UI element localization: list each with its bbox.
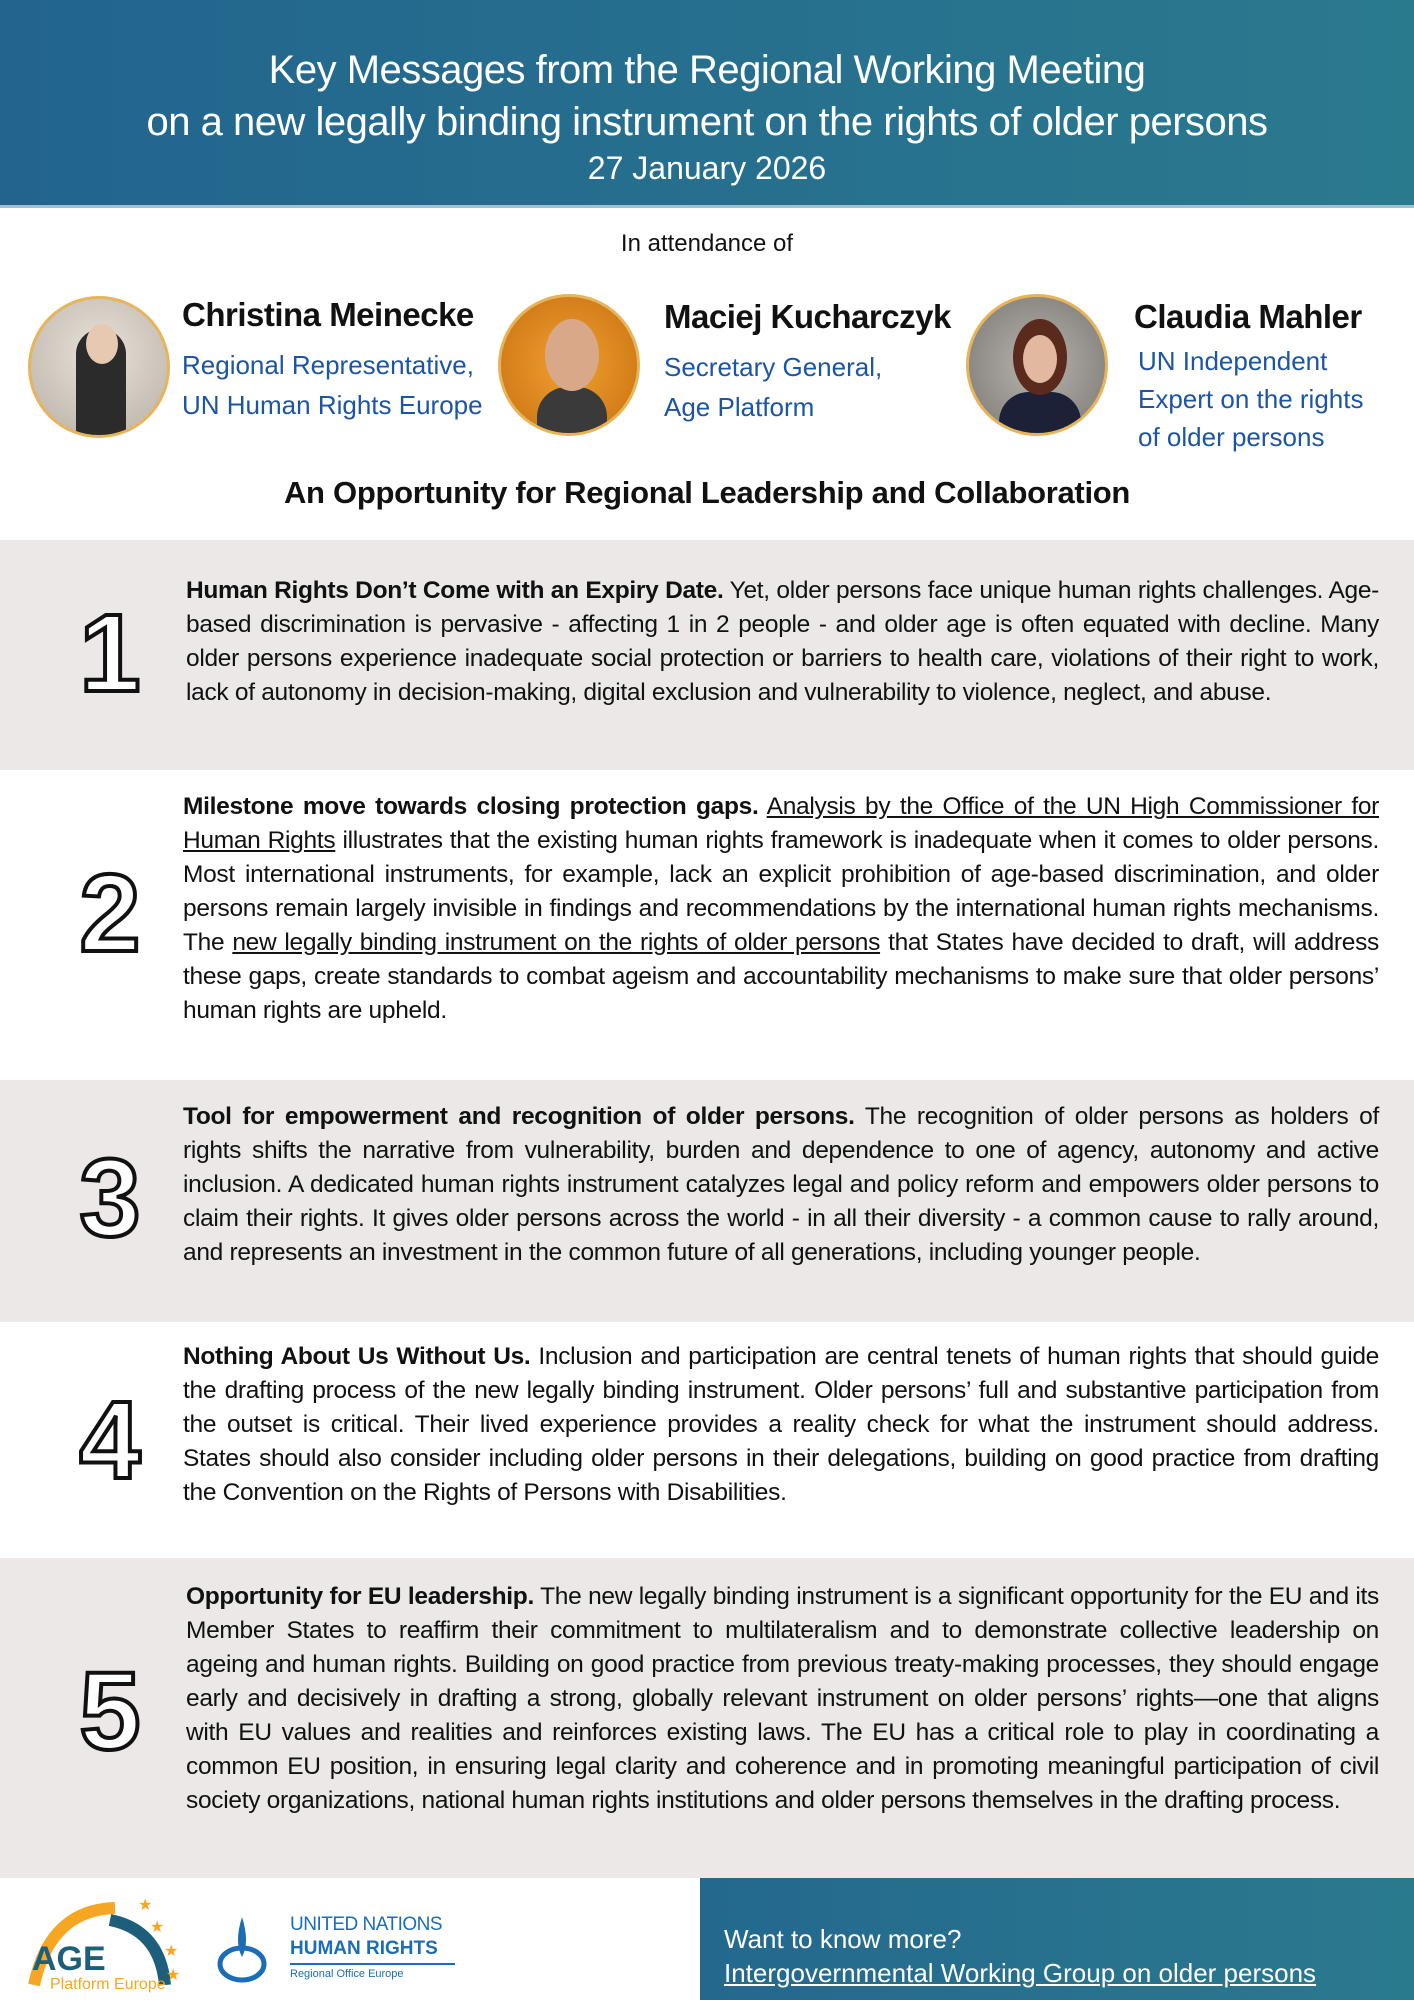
message-title: Milestone move towards closing protection gaps.: [183, 793, 759, 820]
intergovernmental-working-group-link[interactable]: Intergovernmental Working Group on older persons: [724, 1958, 1317, 1988]
ohchr-analysis-link[interactable]: Analysis by the Office of the UN High Commissioner for Human Rights: [183, 793, 1380, 854]
svg-text:★: ★: [138, 1897, 153, 1914]
attendee-name: Christina Meinecke: [182, 296, 474, 333]
un-logo-line1: UNITED NATIONS: [290, 1914, 443, 1935]
message-body: Inclusion and participation are central tenets of human rights that should guide the drafting process of the new legally binding instrument. Older persons’ full and substantive participation from the outset is critical. Their lived experience provides a reality check for what the instrument should address. States should also consider including older persons in their delegations, building on good practice from drafting the Convention on the Rights of Persons with Disabilities.: [183, 1343, 1379, 1506]
message-number: 3: [79, 1137, 141, 1260]
want-to-know-more: Want to know more?: [724, 1924, 962, 1954]
attendee-role: Age Platform: [664, 392, 815, 422]
age-logo-subtext: Platform Europe: [50, 1976, 166, 1993]
title-line-2: on a new legally binding instrument on the rights of older persons: [146, 100, 1268, 144]
message-3: [0, 1080, 1414, 1322]
svg-text:★: ★: [164, 1943, 179, 1960]
svg-text:★: ★: [150, 1919, 165, 1936]
un-logo-line3: Regional Office Europe: [290, 1968, 404, 1980]
age-logo-text: AGE: [32, 1940, 106, 1978]
message-number: 5: [79, 1650, 141, 1773]
attendee-role: Regional Representative,: [182, 350, 474, 380]
attendance-label: In attendance of: [620, 230, 794, 257]
message-number: 2: [79, 852, 141, 975]
age-platform-logo: [20, 1890, 190, 1995]
title-line-1: Key Messages from the Regional Working Meeting: [268, 48, 1146, 92]
attendee-photo: [28, 296, 170, 438]
message-4: [0, 1322, 1414, 1558]
attendee-role: of older persons: [1138, 422, 1325, 452]
message-body: illustrates that the existing human rights framework is inadequate when it comes to older persons. Most international instruments, for example, lack an explicit prohibition of age-based discrimination, and older persons remain largely invisible in findings and recommendations by the international human rights mechanisms. The: [183, 827, 1379, 956]
message-body: Yet, older persons face unique human rights challenges. Age-based discrimination is pervasive - affecting 1 in 2 people - and older age is often equated with decline. Many older persons experience inadequate social protection or barriers to health care, violations of their right to work, lack of autonomy in decision-making, digital exclusion and vulnerability to violence, neglect, and abuse.: [186, 577, 1379, 706]
message-number: 1: [79, 592, 141, 715]
svg-text:★: ★: [166, 1967, 181, 1984]
attendee-photo: [966, 294, 1108, 436]
attendee-role: UN Independent: [1138, 346, 1328, 376]
section-subtitle: An Opportunity for Regional Leadership and Collaboration: [283, 475, 1131, 510]
message-title: Nothing About Us Without Us.: [183, 1343, 531, 1370]
message-title: Opportunity for EU leadership.: [186, 1583, 534, 1610]
legally-binding-instrument-link[interactable]: new legally binding instrument on the rights of older persons: [232, 929, 881, 956]
message-body: that States have decided to draft, will address these gaps, create standards to combat ageism and accountability mechanisms to make sure that older persons’ human rights are upheld.: [183, 929, 1379, 1024]
attendee-name: Claudia Mahler: [1134, 298, 1362, 335]
un-logo-line2: HUMAN RIGHTS: [290, 1938, 455, 1965]
message-5: [0, 1558, 1414, 1878]
attendee-name: Maciej Kucharczyk: [664, 298, 951, 335]
attendee-photo: [498, 294, 640, 436]
message-number: 4: [79, 1379, 141, 1502]
un-human-rights-logo: [212, 1912, 472, 1992]
message-title: Human Rights Don’t Come with an Expiry Date.: [186, 577, 724, 604]
attendee-role: Expert on the rights: [1138, 384, 1364, 414]
header-banner: [0, 0, 1414, 208]
message-body: The new legally binding instrument is a significant opportunity for the EU and its Member States to reaffirm their commitment to multilateralism and to demonstrate collective leadership on ageing and human rights. Building on good practice from previous treaty-making processes, they should engage early and decisively in drafting a strong, globally relevant instrument on older persons’ rights—one that aligns with EU values and realities and reinforces existing laws. The EU has a critical role to play in coordinating a common EU position, in ensuring legal clarity and coherence and in promoting meaningful participation of civil society organizations, national human rights institutions and older persons themselves in the drafting process.: [186, 1583, 1379, 1814]
meeting-date: 27 January 2026: [587, 150, 827, 186]
attendee-role: Secretary General,: [664, 352, 883, 382]
more-info-panel: [700, 1878, 1414, 2000]
un-emblem-icon: [212, 1912, 272, 1987]
message-title: Tool for empowerment and recognition of older persons.: [183, 1103, 855, 1130]
attendee-role: UN Human Rights Europe: [182, 390, 483, 420]
message-2: [0, 770, 1414, 1080]
message-body: The recognition of older persons as holders of rights shifts the narrative from vulnerability, burden and dependence to one of agency, autonomy and active inclusion. A dedicated human rights instrument catalyzes legal and policy reform and empowers older persons to claim their rights. It gives older persons across the world - in all their diversity - a common cause to rally around, and represents an investment in the common future of all generations, including younger people.: [183, 1103, 1379, 1266]
message-1: [0, 540, 1414, 770]
